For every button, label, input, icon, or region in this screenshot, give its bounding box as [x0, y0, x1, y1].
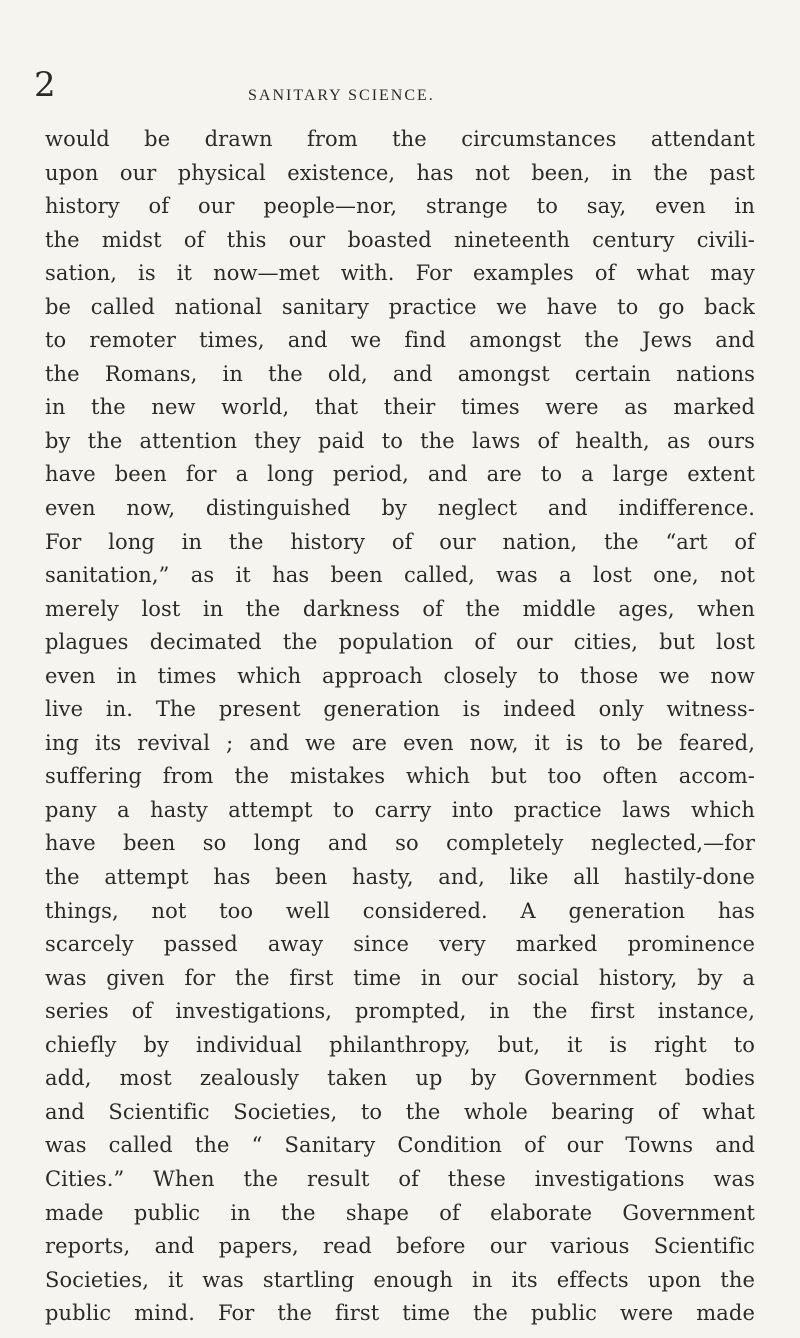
text-line: add, most zealously taken up by Government bodies [45, 1066, 755, 1091]
text-line: even now, distinguished by neglect and indifference. [45, 496, 755, 521]
text-line: was given for the first time in our social history, by a [45, 965, 755, 990]
page-number: 2 [34, 65, 56, 105]
text-line: plagues decimated the population of our cities, but lost [45, 630, 755, 655]
text-line: by the attention they paid to the laws of health, as ours [45, 428, 755, 453]
text-line: was called the “ Sanitary Condition of our Towns and [45, 1133, 755, 1158]
text-line: pany a hasty attempt to carry into practice laws which [45, 797, 755, 822]
text-line: Cities.” When the result of these investigations was [45, 1166, 755, 1191]
text-line: and Scientific Societies, to the whole bearing of what [45, 1099, 755, 1124]
text-line: the midst of this our boasted nineteenth century civili- [45, 227, 755, 252]
text-line: be called national sanitary practice we have to go back [45, 294, 755, 319]
text-line: to remoter times, and we find amongst the Jews and [45, 328, 755, 353]
text-line: in the new world, that their times were as marked [45, 395, 755, 420]
text-line: things, not too well considered. A generation has [45, 898, 755, 923]
text-line: history of our people—nor, strange to say, even in [45, 194, 755, 219]
text-line: suffering from the mistakes which but too often accom- [45, 764, 755, 789]
text-line: would be drawn from the circumstances attendant [45, 127, 755, 151]
text-line: public mind. For the first time the public were made [45, 1301, 755, 1326]
text-line: even in times which approach closely to those we now [45, 663, 755, 688]
text-line: sation, is it now—met with. For examples of what may [45, 261, 755, 286]
text-line: chiefly by individual philanthropy, but, it is right to [45, 1032, 755, 1057]
text-line: have been for a long period, and are to a large extent [45, 462, 755, 487]
text-line: For long in the history of our nation, the “art of [45, 529, 755, 554]
text-line: merely lost in the darkness of the middle ages, when [45, 596, 755, 621]
text-line: reports, and papers, read before our various Scientific [45, 1234, 755, 1259]
text-line: Societies, it was startling enough in its effects upon the [45, 1267, 755, 1292]
text-line: have been so long and so completely neglected,—for [45, 831, 755, 856]
text-line: scarcely passed away since very marked prominence [45, 932, 755, 957]
text-line: the attempt has been hasty, and, like all hastily-done [45, 865, 755, 890]
text-line: upon our physical existence, has not been, in the past [45, 160, 755, 185]
text-line: series of investigations, prompted, in the first instance, [45, 999, 755, 1024]
text-line: the Romans, in the old, and amongst certain nations [45, 361, 755, 386]
text-line: made public in the shape of elaborate Government [45, 1200, 755, 1225]
running-head: SANITARY SCIENCE. [248, 87, 435, 104]
text-line: sanitation,” as it has been called, was a lost one, not [45, 563, 755, 588]
text-line: live in. The present generation is indeed only witness- [45, 697, 755, 722]
text-line: ing its revival ; and we are even now, it is to be feared, [45, 730, 755, 755]
body-text [45, 123, 755, 1331]
